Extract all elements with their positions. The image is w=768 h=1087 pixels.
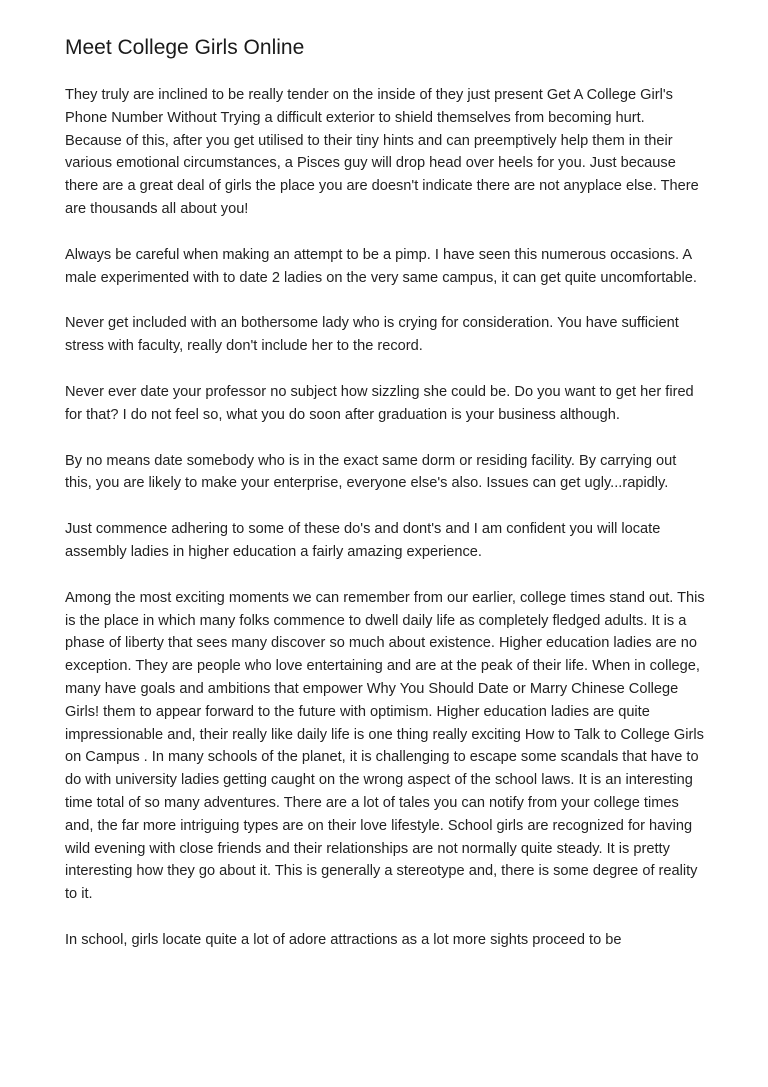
paragraph-8: In school, girls locate quite a lot of adore attractions as a lot more sights proceed to be [65,931,622,948]
page-title: Meet College Girls Online [65,36,305,59]
document-page [65,34,705,975]
paragraph-7: Among the most exciting moments we can remember from our earlier, college times stand out. This is the place in which many folks commence to dwell daily life as completely fledged adults. It is a phase of liberty that sees many discover so much about existence. Higher education ladies are no exception. They are people who love entertaining and are at the peak of their life. When in college, many have goals and ambitions that empower Why You Should Date or Marry Chinese College Girls! them to appear forward to the future with optimism. Higher education ladies are quite impressionable and, their really like daily life is one thing really exciting How to Talk to College Girls on Campus . In many schools of the planet, it is challenging to escape some scandals that have to do with university ladies getting caught on the wrong aspect of the school laws. It is an interesting time total of so many adventures. There are a lot of tales you can notify from your college times and, the far more intriguing types are on their love lifestyle. School girls are recognized for having wild evening with close friends and their relationships are not normally quite steady. It is pretty interesting how they go about it. This is generally a stereotype and, there is some degree of reality to it. [65,589,705,903]
paragraph-2: Always be careful when making an attempt to be a pimp. I have seen this numerous occasions. A male experimented with to date 2 ladies on the very same campus, it can get quite uncomfortable. [65,246,697,286]
paragraph-5: By no means date somebody who is in the exact same dorm or residing facility. By carrying out this, you are likely to make your enterprise, everyone else's also. Issues can get ugly...rapidly. [65,452,677,492]
paragraph-1: They truly are inclined to be really tender on the inside of they just present Get A College Girl's Phone Number Without Trying a difficult exterior to shield themselves from becoming hurt. Because of this, after you get utilised to their tiny hints and can preemptively help them in their various emotional circumstances, a Pisces guy will drop head over heels for you. Just because there are a great deal of girls the place you are doesn't indicate there are not anyplace else. There are thousands all about you! [65,87,699,217]
paragraph-6: Just commence adhering to some of these do's and dont's and I am confident you will locate assembly ladies in higher education a fairly amazing experience. [65,521,661,560]
paragraph-3: Never get included with an bothersome lady who is crying for consideration. You have sufficient stress with faculty, really don't include her to the record. [65,315,679,355]
paragraph-4: Never ever date your professor no subject how sizzling she could be. Do you want to get her fired for that? I do not feel so, what you do soon after graduation is your business although. [65,383,694,423]
